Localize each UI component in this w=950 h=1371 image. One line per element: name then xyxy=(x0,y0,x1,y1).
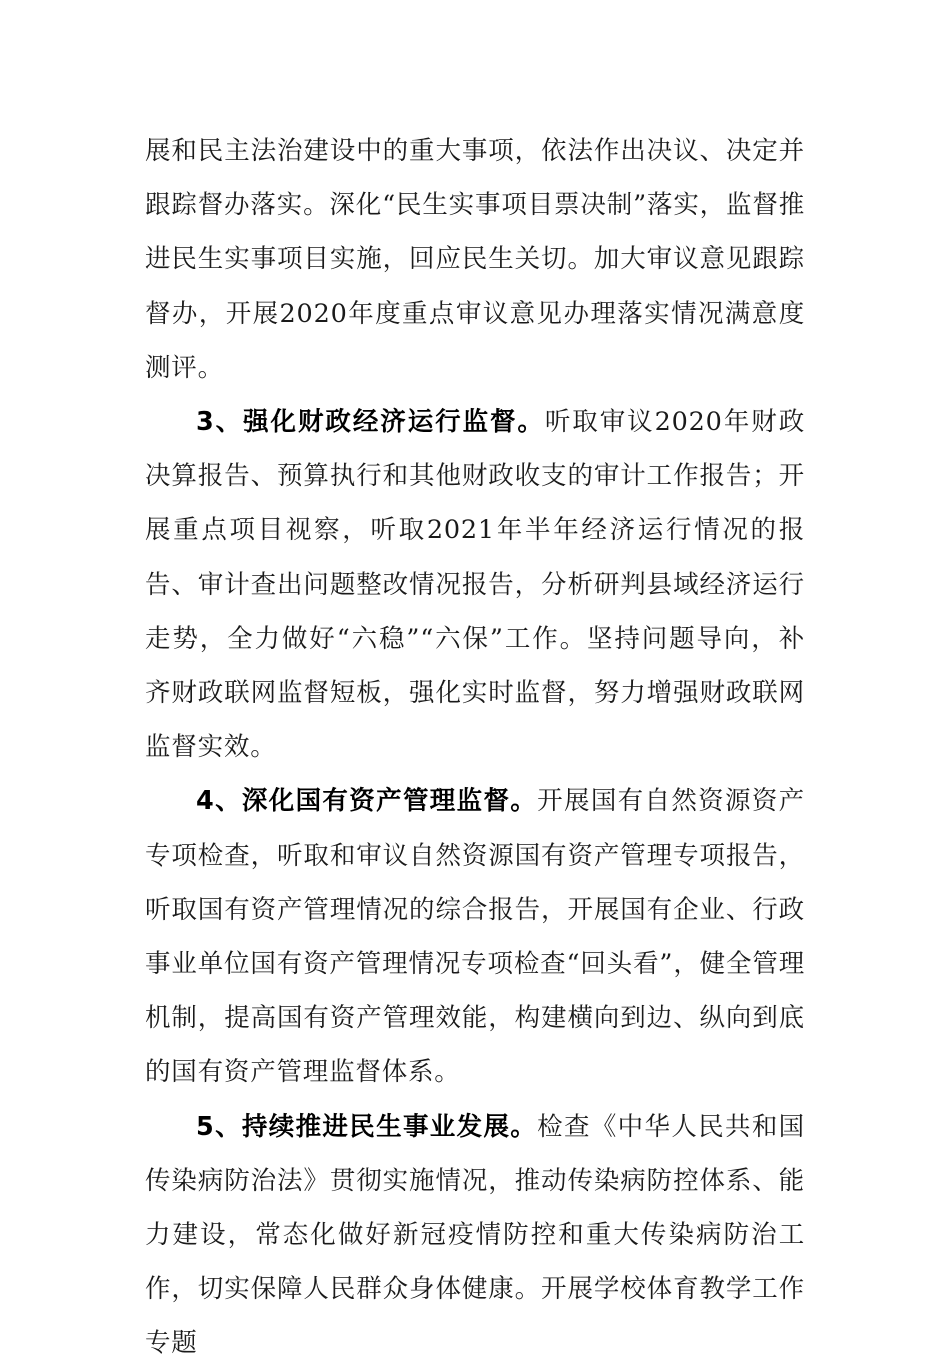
paragraph-continued xyxy=(145,124,805,395)
paragraph-body: 检查《中华人民共和国传染病防治法》贯彻实施情况，推动传染病防控体系、能力建设，常态化做好新冠疫情防控和重大传染病防治工作，切实保障人民群众身体健康。开展学校体育教学工作专题 xyxy=(145,1111,805,1359)
paragraph-heading: 4、深化国有资产管理监督。 xyxy=(196,786,538,817)
paragraph-body: 开展国有自然资源资产专项检查，听取和审议自然资源国有资产管理专项报告，听取国有资产管理情况的综合报告，开展国有企业、行政事业单位国有资产管理情况专项检查“回头看”，健全管理机制，提高国有资产管理效能，构建横向到边、纵向到底的国有资产管理监督体系。 xyxy=(145,786,805,1088)
paragraph-heading: 3、强化财政经济运行监督。 xyxy=(196,407,545,438)
paragraph-finance-supervision xyxy=(145,395,805,774)
paragraph-state-assets-supervision xyxy=(145,774,805,1099)
paragraph-body: 展和民主法治建设中的重大事项，依法作出决议、决定并跟踪督办落实。深化“民生实事项目票决制”落实，监督推进民生实事项目实施，回应民生关切。加大审议意见跟踪督办，开展2020年度重点审议意见办理落实情况满意度测评。 xyxy=(145,136,805,383)
paragraph-livelihood-development xyxy=(145,1100,805,1371)
paragraph-heading: 5、持续推进民生事业发展。 xyxy=(196,1111,538,1142)
paragraph-body: 听取审议2020年财政决算报告、预算执行和其他财政收支的审计工作报告；开展重点项目视察，听取2021年半年经济运行情况的报告、审计查出问题整改情况报告，分析研判县域经济运行走势，全力做好“六稳”“六保”工作。坚持问题导向，补齐财政联网监督短板，强化实时监督，努力增强财政联网监督实效。 xyxy=(145,407,805,763)
document-body xyxy=(145,124,805,1371)
